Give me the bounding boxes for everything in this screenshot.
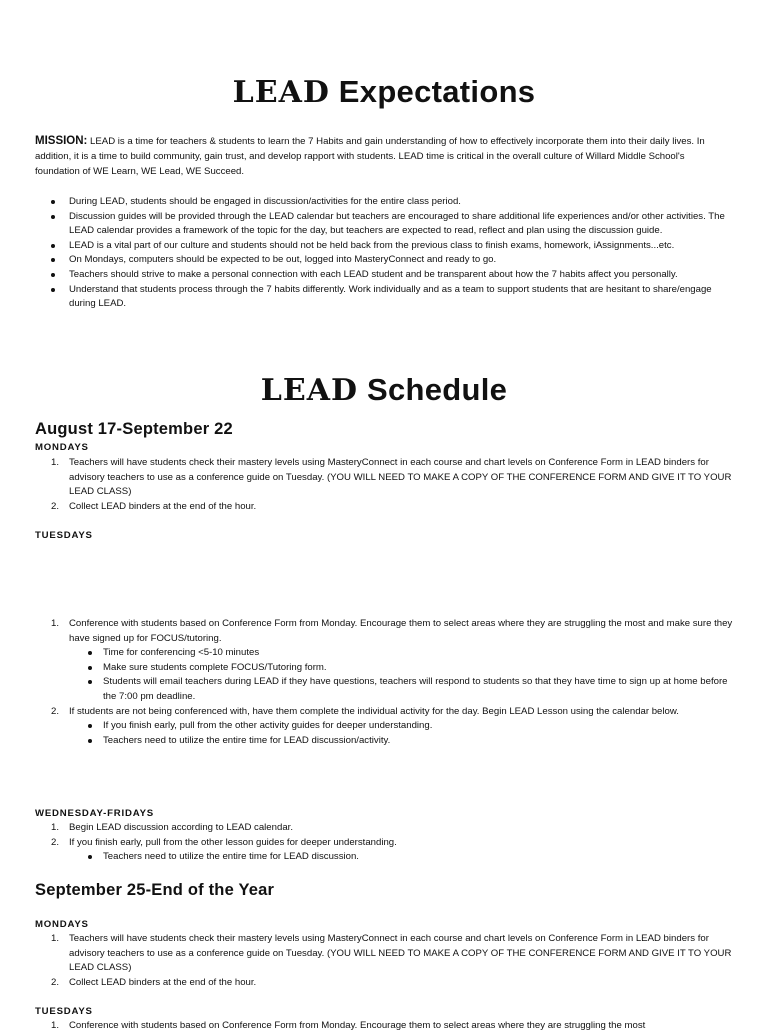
item-number: 2. (51, 500, 60, 512)
list-item: LEAD is a vital part of our culture and students should not be held back from the previous class to finish exams, homework, iAssignments...etc. (35, 239, 735, 254)
item-text: Conference with students based on Conference Form from Monday. Encourage them to select areas where they are struggling the most and make sure they have signed up for FOCUS/tutoring. (69, 618, 733, 644)
item-text: Conference with students based on Conference Form from Monday. Encourage them to select areas where they are struggling the most (69, 1020, 646, 1031)
sub-list-item: If you finish early, pull from the other activity guides for deeper understanding. (69, 719, 735, 734)
period2-heading: September 25-End of the Year (35, 881, 275, 899)
schedule-title (0, 372, 768, 408)
item-number: 2. (51, 836, 60, 848)
period1-mondays-list (35, 456, 735, 514)
item-number: 1. (51, 822, 60, 833)
item-text: Collect LEAD binders at the end of the hour. (69, 500, 257, 512)
list-item (35, 1019, 735, 1034)
item-number: 1. (51, 933, 60, 944)
sub-list-item: Teachers need to utilize the entire time for LEAD discussion. (69, 850, 735, 865)
sub-list (69, 850, 735, 865)
sub-list-item: Teachers need to utilize the entire time for LEAD discussion/activity. (69, 734, 735, 749)
title-lead-word: LEAD (232, 75, 330, 110)
list-item: Teachers should strive to make a personal connection with each LEAD student and be transparent about how the 7 habits affect you personally. (35, 268, 735, 283)
expectations-list (35, 195, 735, 312)
item-text: Begin LEAD discussion according to LEAD calendar. (69, 822, 293, 833)
list-item (35, 932, 735, 976)
title-rest: Expectations (329, 74, 536, 109)
list-item: Understand that students process through the 7 habits differently. Work individually and as a team to support students that are hesitant to share/engage during LEAD. (35, 283, 735, 312)
list-item (35, 456, 735, 500)
item-text: Collect LEAD binders at the end of the hour. (69, 976, 257, 988)
period1-wedfri-list (35, 821, 735, 865)
title-lead-word: LEAD (260, 373, 359, 408)
item-number: 2. (51, 705, 60, 717)
period2-mondays-list (35, 932, 735, 990)
sub-list (69, 646, 735, 704)
period1-tuesdays-label: TUESDAYS (35, 530, 93, 541)
period2-mondays-label: MONDAYS (35, 919, 89, 930)
mission-label: MISSION: (35, 135, 88, 147)
period1-mondays-label: MONDAYS (35, 442, 89, 453)
list-item: Discussion guides will be provided through the LEAD calendar but teachers are encouraged to share additional life experiences and/or other activities. The LEAD calendar provides a framework of the topic for the day, but teachers are expected to read, reflect and plan using the discussion guide. (35, 210, 735, 239)
sub-list-item: Time for conferencing <5-10 minutes (69, 646, 735, 661)
period2-tuesdays-label: TUESDAYS (35, 1006, 93, 1017)
mission-paragraph (35, 134, 725, 179)
list-item (35, 976, 735, 991)
list-item (35, 617, 735, 705)
item-number: 1. (51, 1020, 60, 1031)
sub-list (69, 719, 735, 748)
list-item (35, 500, 735, 515)
period2-tuesdays-list (35, 1019, 735, 1034)
item-number: 1. (51, 457, 60, 468)
mission-text: LEAD is a time for teachers & students to learn the 7 Habits and gain understanding of how to effectively incorporate them into their daily lives. In addition, it is a time to build community, gain trust, and develop rapport with students. LEAD time is critical in the overall culture of Willard Middle School's foundation of WE Learn, WE Lead, WE Succeed. (35, 136, 705, 177)
item-text: Teachers will have students check their mastery levels using MasteryConnect in each course and chart levels on Conference Form in LEAD binders for advisory teachers to use as a conference guide on Tuesday. (YOU WILL NEED TO MAKE A COPY OF THE CONFERENCE FORM AND GIVE IT TO YOUR LEAD CLASS) (69, 457, 732, 498)
title-rest: Schedule (358, 372, 508, 407)
item-text: Teachers will have students check their mastery levels using MasteryConnect in each course and chart levels on Conference Form in LEAD binders for advisory teachers to use as a conference guide on Tuesday. (YOU WILL NEED TO MAKE A COPY OF THE CONFERENCE FORM AND GIVE IT TO YOUR LEAD CLASS) (69, 933, 732, 974)
list-item: On Mondays, computers should be expected to be out, logged into MasteryConnect and ready to go. (35, 253, 735, 268)
sub-list-item: Make sure students complete FOCUS/Tutoring form. (69, 661, 735, 676)
sub-list-item: Students will email teachers during LEAD if they have questions, teachers will respond to students so that they have time to sign up at home before the 7:00 pm deadline. (69, 675, 735, 704)
period1-wedfri-label: WEDNESDAY-FRIDAYS (35, 808, 154, 819)
period1-tuesdays-list (35, 617, 735, 748)
item-number: 1. (51, 618, 60, 629)
period1-heading: August 17-September 22 (35, 420, 233, 438)
list-item (35, 836, 735, 865)
list-item (35, 705, 735, 749)
list-item: During LEAD, students should be engaged in discussion/activities for the entire class period. (35, 195, 735, 210)
list-item (35, 821, 735, 836)
item-number: 2. (51, 976, 60, 988)
expectations-title (0, 74, 768, 110)
item-text: If students are not being conferenced with, have them complete the individual activity for the day. Begin LEAD Lesson using the calendar below. (69, 705, 679, 717)
item-text: If you finish early, pull from the other lesson guides for deeper understanding. (69, 836, 397, 848)
